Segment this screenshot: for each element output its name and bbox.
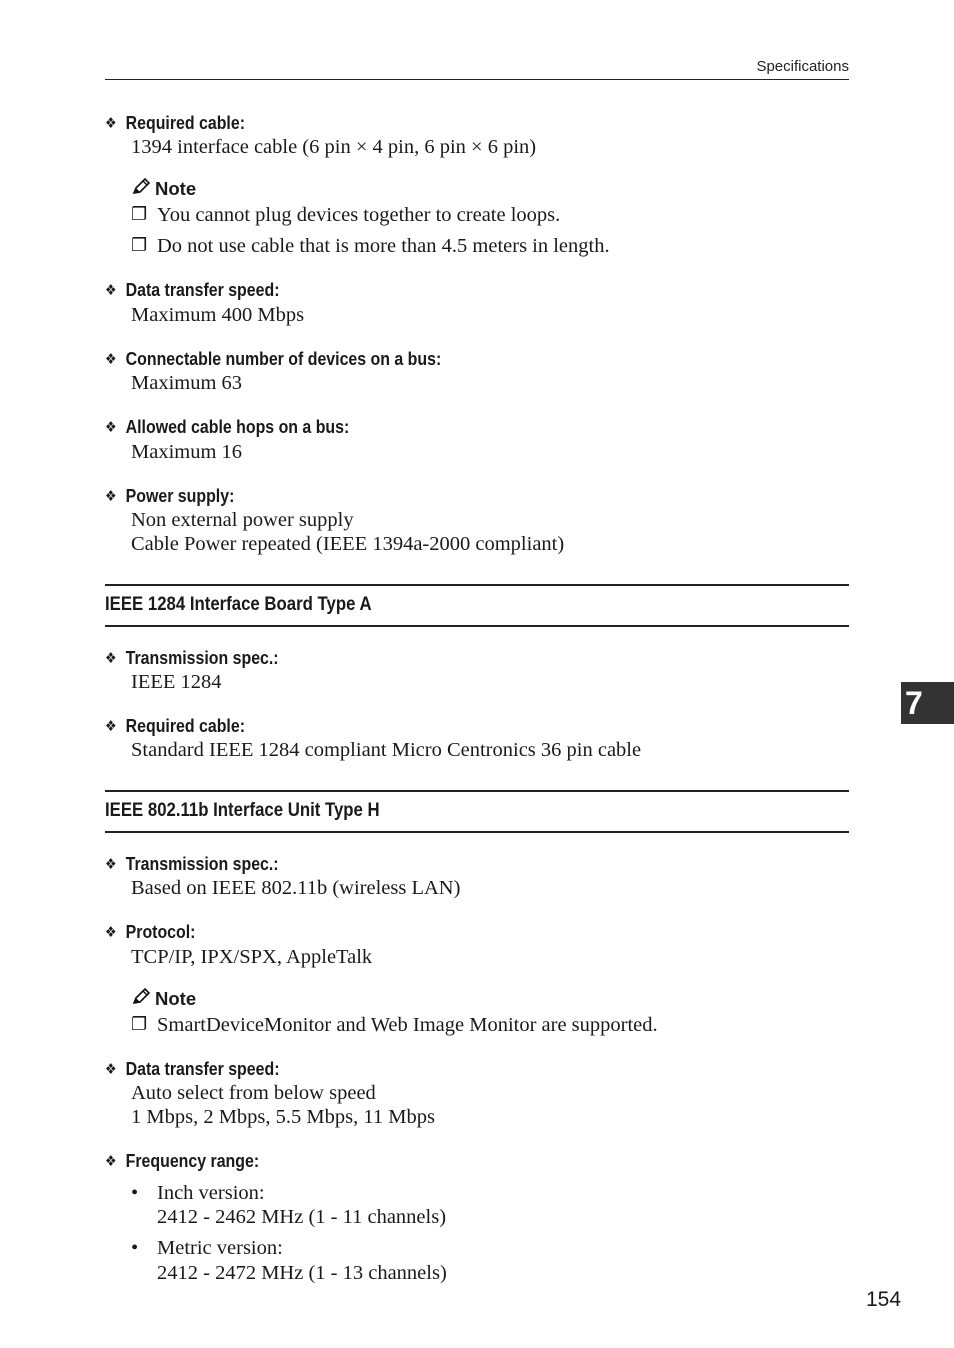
spec-value: TCP/IP, IPX/SPX, AppleTalk: [131, 946, 373, 968]
pencil-icon: [131, 987, 151, 1012]
note-item-text: Do not use cable that is more than 4.5 meters in length.: [157, 235, 610, 257]
diamond-bullet-icon: ❖: [105, 351, 117, 368]
spec-heading-frequency-range: [105, 1150, 259, 1172]
spec-heading-connectable-devices: [105, 348, 441, 370]
spec-heading-transmission-spec: [105, 647, 279, 669]
section-rule-bottom: [105, 625, 849, 627]
spec-heading-protocol: [105, 921, 195, 943]
spec-heading-label: Transmission spec.:: [125, 647, 279, 668]
running-header: Specifications: [756, 58, 849, 75]
diamond-bullet-icon: ❖: [105, 419, 117, 436]
checkbox-bullet-icon: ❐: [131, 235, 148, 255]
spec-heading-cable-hops: [105, 416, 349, 438]
diamond-bullet-icon: ❖: [105, 718, 117, 735]
spec-value: Maximum 16: [131, 441, 243, 463]
spec-heading-data-transfer-speed: [105, 279, 279, 301]
note-heading: [131, 177, 196, 202]
spec-heading-label: Data transfer speed:: [125, 1058, 280, 1079]
spec-heading-required-cable: [105, 715, 245, 737]
spec-heading-label: Transmission spec.:: [125, 853, 279, 874]
checkbox-bullet-icon: ❐: [131, 1014, 148, 1034]
bullet-dot-icon: •: [131, 1237, 139, 1259]
spec-value: Based on IEEE 802.11b (wireless LAN): [131, 877, 461, 899]
spec-value: 1394 interface cable (6 pin × 4 pin, 6 pin × 6 pin): [131, 136, 537, 158]
bullet-title: Metric version:: [157, 1237, 283, 1259]
spec-value: Maximum 63: [131, 372, 243, 394]
spec-heading-label: Protocol:: [125, 921, 196, 942]
note-label: Note: [155, 988, 197, 1009]
spec-heading-label: Data transfer speed:: [125, 279, 280, 300]
spec-value: Auto select from below speed: [131, 1082, 376, 1104]
spec-heading-required-cable: [105, 112, 245, 134]
diamond-bullet-icon: ❖: [105, 1061, 117, 1078]
spec-value: Cable Power repeated (IEEE 1394a-2000 compliant): [131, 533, 565, 555]
note-heading: [131, 987, 196, 1012]
diamond-bullet-icon: ❖: [105, 856, 117, 873]
diamond-bullet-icon: ❖: [105, 282, 117, 299]
spec-heading-label: Required cable:: [125, 715, 246, 736]
diamond-bullet-icon: ❖: [105, 1153, 117, 1170]
spec-value: 1 Mbps, 2 Mbps, 5.5 Mbps, 11 Mbps: [131, 1106, 435, 1128]
note-item: [131, 1014, 658, 1037]
spec-value: Standard IEEE 1284 compliant Micro Centronics 36 pin cable: [131, 739, 642, 761]
spec-value: IEEE 1284: [131, 671, 222, 693]
note-item: [131, 204, 560, 227]
checkbox-bullet-icon: ❐: [131, 204, 148, 224]
spec-value: Maximum 400 Mbps: [131, 304, 305, 326]
section-rule-top: [105, 584, 849, 586]
section-title: IEEE 802.11b Interface Unit Type H: [105, 799, 380, 821]
bullet-dot-icon: •: [131, 1182, 139, 1204]
spec-heading-power-supply: [105, 485, 234, 507]
note-item: [131, 235, 610, 258]
header-rule: [105, 79, 849, 80]
bullet-detail: 2412 - 2462 MHz (1 - 11 channels): [157, 1206, 447, 1228]
page-number: 154: [866, 1288, 902, 1311]
section-title: IEEE 1284 Interface Board Type A: [105, 593, 372, 615]
spec-heading-label: Frequency range:: [125, 1150, 260, 1171]
diamond-bullet-icon: ❖: [105, 115, 117, 132]
diamond-bullet-icon: ❖: [105, 924, 117, 941]
diamond-bullet-icon: ❖: [105, 488, 117, 505]
spec-heading-data-transfer-speed: [105, 1058, 279, 1080]
section-rule-top: [105, 790, 849, 792]
spec-heading-label: Connectable number of devices on a bus:: [125, 348, 442, 369]
pencil-icon: [131, 177, 151, 202]
spec-heading-label: Required cable:: [125, 112, 246, 133]
diamond-bullet-icon: ❖: [105, 650, 117, 667]
spec-value: Non external power supply: [131, 509, 354, 531]
note-item-text: SmartDeviceMonitor and Web Image Monitor are supported.: [157, 1014, 658, 1036]
chapter-tab: 7: [901, 682, 954, 724]
bullet-detail: 2412 - 2472 MHz (1 - 13 channels): [157, 1262, 447, 1284]
spec-heading-label: Power supply:: [125, 485, 235, 506]
section-rule-bottom: [105, 831, 849, 833]
bullet-title: Inch version:: [157, 1182, 265, 1204]
note-label: Note: [155, 178, 197, 199]
spec-heading-transmission-spec: [105, 853, 279, 875]
spec-heading-label: Allowed cable hops on a bus:: [125, 416, 350, 437]
note-item-text: You cannot plug devices together to create loops.: [157, 204, 561, 226]
